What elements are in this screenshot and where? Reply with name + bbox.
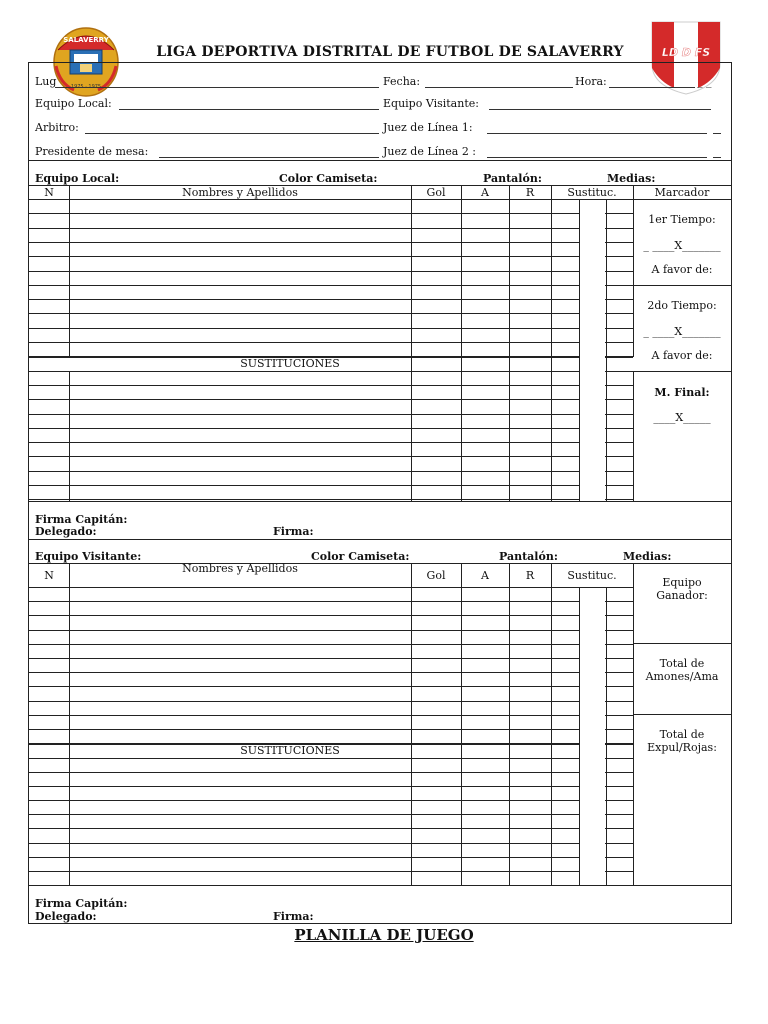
visitante-col-n: N [44, 569, 54, 582]
logo-left-text: SALAVERRY [63, 36, 109, 44]
lugar-label: Lug [35, 75, 57, 88]
table-row[interactable] [29, 399, 633, 400]
segundo-tiempo-score[interactable]: _ ____X_______ [643, 325, 721, 338]
table-row[interactable] [29, 587, 633, 588]
marcador-divider-1 [633, 285, 731, 286]
table-row[interactable] [29, 328, 633, 329]
segundo-tiempo-label: 2do Tiempo: [647, 299, 717, 312]
table-row[interactable] [29, 630, 633, 631]
visitante-pantalon-label: Pantalón: [499, 550, 558, 563]
table-col [509, 563, 510, 885]
lugar-field[interactable] [55, 87, 379, 88]
local-section-bottom [29, 539, 731, 540]
final-score[interactable]: ____X_____ [653, 411, 711, 424]
local-table [29, 185, 731, 501]
table-row[interactable] [29, 228, 633, 229]
table-row[interactable] [29, 843, 633, 844]
primer-tiempo-score[interactable]: _ ____X_______ [643, 239, 721, 252]
table-col [551, 185, 552, 357]
hora-field[interactable] [609, 87, 695, 88]
table-row[interactable] [29, 285, 633, 286]
local-col-marcador: Marcador [654, 186, 710, 199]
visitante-sustituciones-label: SUSTITUCIONES [240, 744, 340, 757]
table-col [551, 357, 552, 501]
local-delegado: Delegado: [35, 525, 97, 538]
fecha-field[interactable] [425, 87, 573, 88]
sustituc-col [606, 587, 607, 885]
ganador-label-1: Equipo [662, 576, 702, 589]
logo-left-years: 1975 · 1975 [70, 84, 102, 90]
table-col [411, 357, 412, 501]
visitante-col-r: R [525, 569, 535, 582]
local-col-nombres: Nombres y Apellidos [182, 186, 298, 199]
presidente-field[interactable] [159, 157, 379, 158]
juez1-label: Juez de Línea 1: [383, 121, 473, 134]
table-row[interactable] [29, 871, 633, 872]
table-col [461, 357, 462, 501]
visitante-col-sustituc: Sustituc. [567, 569, 617, 582]
juez1-field[interactable] [487, 133, 707, 134]
sust-row-bottom [29, 371, 633, 372]
table-col [69, 371, 70, 501]
table-row[interactable] [29, 485, 633, 486]
table-col [411, 563, 412, 885]
equipo-visitante-info-label: Equipo Visitante: [383, 97, 479, 110]
table-row[interactable] [29, 729, 633, 730]
sustituc-blank [580, 588, 605, 884]
marcador-header-bottom [633, 199, 731, 200]
local-equipo-label: Equipo Local: [35, 172, 120, 185]
local-table-bottom [29, 501, 731, 502]
logo-right-text: LD D FS [661, 46, 711, 59]
juez2-field[interactable] [487, 157, 707, 158]
final-label: M. Final: [654, 386, 710, 399]
sust-row-top [29, 357, 633, 358]
planilla-title: PLANILLA DE JUEGO [294, 926, 474, 944]
local-col-gol: Gol [426, 186, 446, 199]
equipo-local-info-field[interactable] [119, 109, 379, 110]
visitante-col-gol: Gol [426, 569, 446, 582]
table-col [509, 357, 510, 501]
rojas-label-1: Total de [659, 728, 705, 741]
local-col-sustituc: Sustituc. [567, 186, 617, 199]
local-sustituciones-label: SUSTITUCIONES [240, 357, 340, 370]
table-row[interactable] [29, 644, 633, 645]
visitante-color-label: Color Camiseta: [311, 550, 410, 563]
table-row[interactable] [29, 615, 633, 616]
equipo-local-info-label: Equipo Local: [35, 97, 112, 110]
table-row[interactable] [29, 601, 633, 602]
table-row[interactable] [29, 456, 633, 457]
local-medias-label: Medias: [607, 172, 656, 185]
local-pantalon-label: Pantalón: [483, 172, 542, 185]
rojas-label-2: Expul/Rojas: [647, 741, 717, 754]
table-row[interactable] [29, 242, 633, 243]
a-favor-2-label: A favor de: [651, 349, 713, 362]
table-col [461, 185, 462, 357]
table-row[interactable] [29, 672, 633, 673]
table-row[interactable] [29, 342, 633, 343]
table-row[interactable] [29, 442, 633, 443]
fecha-label: Fecha: [383, 75, 421, 88]
table-col [69, 185, 70, 357]
ganador-label-2: Ganador: [656, 589, 708, 602]
primer-tiempo-label: 1er Tiempo: [648, 213, 716, 226]
visitante-firma-capitan: Firma Capitán: [35, 897, 128, 910]
amon-label-1: Total de [659, 657, 705, 670]
sustituc-blank [580, 200, 605, 500]
table-row[interactable] [29, 199, 633, 200]
arbitro-label: Arbitro: [35, 121, 79, 134]
local-col-n: N [44, 186, 54, 199]
table-row[interactable] [29, 271, 633, 272]
table-col [633, 563, 634, 885]
visitante-col-a: A [481, 569, 489, 582]
visitante-delegado: Delegado: [35, 910, 97, 923]
local-color-label: Color Camiseta: [279, 172, 378, 185]
table-row[interactable] [29, 715, 633, 716]
table-col [551, 563, 552, 885]
local-col-r: R [525, 186, 535, 199]
visitante-firma: Firma: [273, 910, 314, 923]
table-row[interactable] [29, 857, 633, 858]
visitante-table-bottom [29, 885, 731, 886]
table-row[interactable] [29, 786, 633, 787]
hora-dash: _ _ [697, 75, 712, 88]
table-row[interactable] [29, 828, 633, 829]
resumen-divider-2 [633, 714, 731, 715]
table-col [411, 185, 412, 357]
table-row[interactable] [29, 658, 633, 659]
table-row[interactable] [29, 499, 633, 500]
table-row[interactable] [29, 814, 633, 815]
hora-label: Hora: [575, 75, 607, 88]
table-row[interactable] [29, 686, 633, 687]
table-row[interactable] [29, 414, 633, 415]
table-row[interactable] [29, 800, 633, 801]
local-firma: Firma: [273, 525, 314, 538]
table-row[interactable] [29, 299, 633, 300]
juez1-dash [713, 133, 721, 134]
table-row[interactable] [29, 256, 633, 257]
table-row[interactable] [29, 471, 633, 472]
arbitro-field[interactable] [85, 133, 379, 134]
table-row[interactable] [29, 313, 633, 314]
marcador-divider-2 [633, 371, 731, 372]
sustituc-col [606, 199, 607, 501]
table-row[interactable] [29, 213, 633, 214]
visitante-equipo-label: Equipo Visitante: [35, 550, 142, 563]
form-frame [28, 62, 732, 924]
sust-row-top [29, 744, 633, 745]
local-col-a: A [481, 186, 489, 199]
equipo-visitante-info-field[interactable] [489, 109, 711, 110]
table-row[interactable] [29, 701, 633, 702]
table-col [461, 563, 462, 885]
local-firma-capitan: Firma Capitán: [35, 513, 128, 526]
juez2-dash [713, 157, 721, 158]
juez2-label: Juez de Línea 2 : [383, 145, 477, 158]
a-favor-1-label: A favor de: [651, 263, 713, 276]
resumen-divider-1 [633, 643, 731, 644]
table-row[interactable] [29, 385, 633, 386]
info-divider [29, 160, 731, 161]
visitante-medias-label: Medias: [623, 550, 672, 563]
table-row[interactable] [29, 428, 633, 429]
table-row[interactable] [29, 772, 633, 773]
table-col [509, 185, 510, 357]
visitante-col-nombres: Nombres y Apellidos [182, 562, 298, 575]
visitante-table [29, 563, 731, 885]
table-col [69, 563, 70, 885]
league-title: LIGA DEPORTIVA DISTRITAL DE FUTBOL DE SALAVERRY [156, 44, 624, 60]
sust-row-bottom [29, 758, 633, 759]
amon-label-2: Amones/Ama [645, 670, 719, 683]
presidente-label: Presidente de mesa: [35, 145, 149, 158]
